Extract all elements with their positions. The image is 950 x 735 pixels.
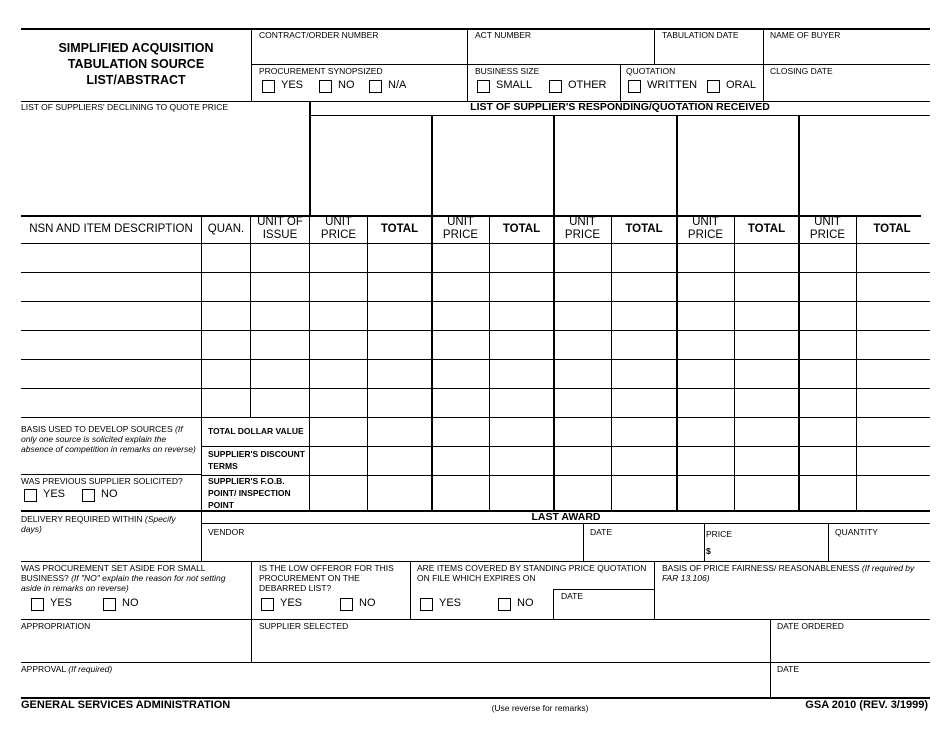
standing-quotation-label: ARE ITEMS COVERED BY STANDING PRICE QUOTATION ON FILE WHICH EXPIRES ON: [417, 563, 647, 583]
closing-date-field[interactable]: [765, 77, 928, 99]
supplier-name-5[interactable]: [801, 117, 928, 214]
agency-name: GENERAL SERVICES ADMINISTRATION: [21, 699, 231, 711]
remarks-note: (Use reverse for remarks): [491, 703, 589, 713]
table-row[interactable]: [22, 389, 930, 417]
supplier-name-2[interactable]: [434, 117, 552, 214]
synopsized-yes-label: YES: [281, 79, 304, 91]
title-line-2: TABULATION SOURCE: [67, 57, 205, 71]
tabulation-date-field[interactable]: [656, 40, 761, 62]
total-header-3: TOTAL: [625, 223, 663, 235]
basis-sources-note: (If only one source is solicited explain the absence of competition in remarks on reverse): [21, 424, 196, 454]
set-aside-yes-label: YES: [50, 597, 73, 609]
unit-price-line-2: PRICE: [442, 229, 479, 241]
title-line-1: SIMPLIFIED ACQUISITION: [58, 41, 214, 55]
contract-order-number-field[interactable]: [253, 40, 465, 62]
approval-title: APPROVAL: [21, 664, 66, 674]
standing-quotation-yes-label: YES: [439, 597, 462, 609]
unit-price-header-1: [310, 216, 367, 242]
debarred-yes-checkbox[interactable]: [261, 598, 274, 611]
debarred-label: IS THE LOW OFFEROR FOR THIS PROCUREMENT ON THE DEBARRED LIST?: [259, 563, 394, 593]
business-small-checkbox[interactable]: [477, 80, 490, 93]
name-of-buyer-field[interactable]: [765, 40, 928, 62]
unit-price-header-5: [799, 216, 856, 242]
business-size-label: BUSINESS SIZE: [475, 66, 540, 76]
approval-note: (If required): [68, 664, 113, 674]
discount-terms-label: [208, 448, 305, 472]
delivery-label: [21, 514, 191, 534]
unit-of-issue-line-1: UNIT OF: [257, 216, 303, 228]
unit-price-line-1: UNIT: [692, 216, 719, 228]
price-dollar-sign: $: [706, 546, 711, 556]
fob-line-2: POINT/ INSPECTION: [208, 488, 291, 498]
table-row[interactable]: [22, 273, 930, 301]
act-number-field[interactable]: [469, 40, 652, 62]
suppliers-responding-heading: LIST OF SUPPLIER'S RESPONDING/QUOTATION RECEIVED: [470, 101, 770, 113]
discount-terms-line-2: TERMS: [208, 461, 238, 471]
tabulation-date-label: TABULATION DATE: [662, 30, 739, 40]
appropriation-label: APPROPRIATION: [21, 621, 91, 631]
debarred-no-checkbox[interactable]: [340, 598, 353, 611]
vendor-label: VENDOR: [208, 527, 245, 537]
previous-supplier-no-label: NO: [101, 488, 118, 500]
unit-price-line-1: UNIT: [814, 216, 841, 228]
quotation-written-checkbox[interactable]: [628, 80, 641, 93]
business-small-label: SMALL: [496, 79, 533, 91]
quotation-oral-label: ORAL: [726, 79, 756, 91]
price-fairness-note: (If required by FAR 13.106): [662, 563, 915, 583]
supplier-selected-label: SUPPLIER SELECTED: [259, 621, 349, 631]
last-award-quantity-label: QUANTITY: [835, 527, 878, 537]
total-dollar-value-label: TOTAL DOLLAR VALUE: [208, 426, 304, 436]
act-number-label: ACT NUMBER: [475, 30, 532, 40]
table-row[interactable]: [22, 302, 930, 330]
unit-price-line-2: PRICE: [809, 229, 846, 241]
approval-date-label: DATE: [777, 664, 800, 674]
last-award-date-label: DATE: [590, 527, 613, 537]
unit-price-line-1: UNIT: [569, 216, 596, 228]
name-of-buyer-label: NAME OF BUYER: [770, 30, 841, 40]
closing-date-label: CLOSING DATE: [770, 66, 833, 76]
total-header-2: TOTAL: [502, 223, 541, 235]
discount-terms-line-1: SUPPLIER'S DISCOUNT: [208, 449, 305, 459]
previous-supplier-yes-label: YES: [43, 488, 66, 500]
basis-sources-title: BASIS USED TO DEVELOP SOURCES: [21, 424, 173, 434]
unit-price-line-1: UNIT: [325, 216, 352, 228]
date-ordered-field[interactable]: [772, 632, 928, 660]
set-aside-no-checkbox[interactable]: [103, 598, 116, 611]
approval-date-field[interactable]: [772, 675, 928, 695]
previous-supplier-no-checkbox[interactable]: [82, 489, 95, 502]
form-title: [21, 40, 251, 88]
fob-point-label: [208, 475, 291, 511]
table-row[interactable]: [22, 331, 930, 359]
supplier-name-4[interactable]: [679, 117, 797, 214]
synopsized-no-label: NO: [338, 79, 355, 91]
nsn-column-header: NSN AND ITEM DESCRIPTION: [29, 223, 193, 235]
form-number: GSA 2010 (REV. 3/1999): [805, 699, 928, 711]
price-fairness-label: [662, 563, 924, 583]
set-aside-label: [21, 563, 247, 593]
suppliers-declining-field[interactable]: [21, 114, 307, 214]
total-header-5: TOTAL: [873, 223, 911, 235]
unit-price-header-3: [554, 216, 611, 242]
standing-quotation-no-label: NO: [517, 597, 534, 609]
last-award-price-label: PRICE: [706, 529, 732, 539]
table-row[interactable]: [22, 244, 930, 272]
suppliers-declining-label: LIST OF SUPPLIERS' DECLINING TO QUOTE PRICE: [21, 102, 229, 112]
quotation-oral-checkbox[interactable]: [707, 80, 720, 93]
procurement-synopsized-label: PROCUREMENT SYNOPSIZED: [259, 66, 383, 76]
unit-of-issue-header: [251, 216, 309, 242]
unit-price-line-2: PRICE: [320, 229, 357, 241]
debarred-no-label: NO: [359, 597, 376, 609]
standing-quotation-no-checkbox[interactable]: [498, 598, 511, 611]
approval-label: [21, 664, 112, 674]
date-ordered-label: DATE ORDERED: [777, 621, 844, 631]
set-aside-yes-checkbox[interactable]: [31, 598, 44, 611]
price-fairness-title: BASIS OF PRICE FAIRNESS/ REASONABLENESS: [662, 563, 860, 573]
set-aside-note: (If "NO" explain the reason for not setting aside in remarks on reverse): [21, 573, 226, 593]
total-header-4: TOTAL: [747, 223, 786, 235]
last-award-heading: LAST AWARD: [531, 511, 601, 523]
synopsized-na-checkbox[interactable]: [369, 80, 382, 93]
synopsized-no-checkbox[interactable]: [319, 80, 332, 93]
supplier-name-3[interactable]: [556, 117, 674, 214]
quan-column-header: QUAN.: [207, 223, 245, 235]
quotation-written-label: WRITTEN: [647, 79, 698, 91]
previous-supplier-yes-checkbox[interactable]: [24, 489, 37, 502]
unit-price-line-1: UNIT: [447, 216, 474, 228]
delivery-title: DELIVERY REQUIRED WITHIN: [21, 514, 143, 524]
basis-sources-label: [21, 424, 197, 454]
unit-price-line-2: PRICE: [687, 229, 724, 241]
approval-field[interactable]: [21, 675, 768, 695]
standing-quotation-date-label: DATE: [561, 591, 584, 601]
business-other-checkbox[interactable]: [549, 80, 562, 93]
set-aside-title: WAS PROCUREMENT SET ASIDE FOR SMALL BUSINESS?: [21, 563, 206, 583]
delivery-note: (Specify days): [21, 514, 176, 534]
supplier-selected-field[interactable]: [253, 632, 768, 660]
supplier-name-1[interactable]: [312, 117, 430, 214]
synopsized-na-label: N/A: [388, 79, 407, 91]
set-aside-no-label: NO: [122, 597, 139, 609]
debarred-yes-label: YES: [280, 597, 303, 609]
unit-of-issue-line-2: ISSUE: [262, 229, 298, 241]
title-line-3: LIST/ABSTRACT: [86, 73, 186, 87]
synopsized-yes-checkbox[interactable]: [262, 80, 275, 93]
fob-line-3: POINT: [208, 500, 234, 510]
unit-price-header-2: [432, 216, 489, 242]
fob-line-1: SUPPLIER'S F.O.B.: [208, 476, 285, 486]
contract-order-number-label: CONTRACT/ORDER NUMBER: [259, 30, 379, 40]
unit-price-line-2: PRICE: [564, 229, 601, 241]
appropriation-field[interactable]: [21, 632, 249, 660]
unit-price-header-4: [677, 216, 734, 242]
previous-supplier-label: WAS PREVIOUS SUPPLIER SOLICITED?: [21, 476, 183, 486]
quotation-label: QUOTATION: [626, 66, 676, 76]
business-other-label: OTHER: [568, 79, 607, 91]
total-header-1: TOTAL: [380, 223, 419, 235]
standing-quotation-yes-checkbox[interactable]: [420, 598, 433, 611]
table-row[interactable]: [22, 360, 930, 388]
